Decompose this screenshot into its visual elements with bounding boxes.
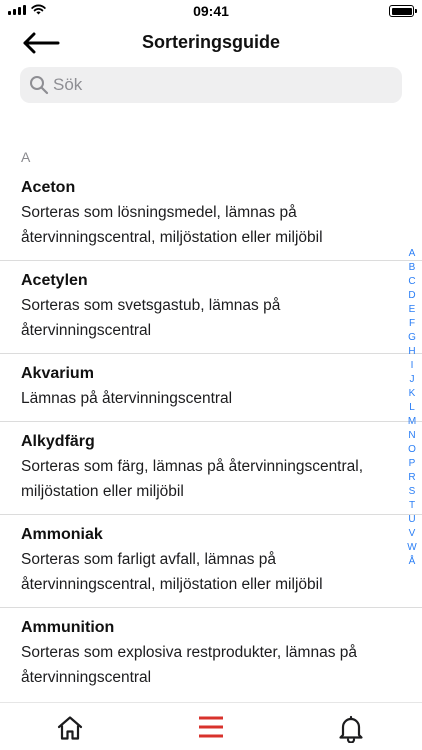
item-title: Acetylen [21, 272, 88, 289]
item-description: Sorteras som farligt avfall, lämnas på återvinningscentral, miljöstation eller miljöbil [21, 551, 323, 593]
menu-icon [197, 715, 225, 739]
item-title: Ammunition [21, 619, 115, 636]
item-title: Akvarium [21, 365, 94, 382]
alphabet-index-letter[interactable]: M [407, 416, 417, 427]
alphabet-index-letter[interactable]: S [408, 486, 416, 497]
list-item[interactable] [0, 608, 422, 700]
alphabet-index-letter[interactable]: I [410, 360, 414, 371]
alphabet-index-letter[interactable]: J [409, 374, 415, 385]
alphabet-index-letter[interactable]: K [408, 388, 416, 399]
search-input[interactable] [53, 75, 383, 95]
alphabet-index-letter[interactable]: G [408, 332, 416, 343]
tab-home[interactable] [50, 715, 90, 745]
list-item[interactable] [0, 168, 422, 261]
alphabet-index-letter[interactable]: D [408, 290, 416, 301]
home-icon [56, 715, 84, 741]
alphabet-index-letter[interactable]: W [407, 542, 417, 553]
alphabet-index-letter[interactable]: Å [408, 556, 416, 567]
alphabet-index-letter[interactable]: O [408, 444, 416, 455]
alphabet-index[interactable] [405, 247, 419, 569]
search-icon [29, 75, 49, 95]
item-description: Sorteras som svetsgastub, lämnas på återvinningscentral [21, 297, 281, 339]
alphabet-index-letter[interactable]: T [408, 500, 416, 511]
item-title: Alkydfärg [21, 433, 95, 450]
list-item[interactable] [0, 515, 422, 608]
battery-icon [389, 5, 414, 17]
sorting-guide-list [0, 140, 422, 700]
alphabet-index-letter[interactable]: U [408, 514, 416, 525]
item-title: Ammoniak [21, 526, 103, 543]
page-title: Sorteringsguide [141, 32, 280, 52]
alphabet-index-letter[interactable]: A [408, 248, 416, 259]
alphabet-index-letter[interactable]: E [408, 304, 416, 315]
tab-bar [0, 702, 422, 750]
bell-icon [338, 715, 364, 743]
alphabet-index-letter[interactable]: C [408, 276, 416, 287]
tab-notifications[interactable] [331, 715, 371, 745]
list-item[interactable] [0, 422, 422, 515]
item-description: Lämnas på återvinningscentral [21, 390, 233, 407]
search-bar[interactable] [20, 67, 402, 103]
tab-menu[interactable] [191, 715, 231, 745]
item-description: Sorteras som lösningsmedel, lämnas på återvinningscentral, miljöstation eller miljöbil [21, 204, 323, 246]
list-item[interactable] [0, 261, 422, 354]
alphabet-index-letter[interactable]: F [408, 318, 416, 329]
status-bar [0, 0, 422, 22]
item-description: Sorteras som färg, lämnas på återvinningscentral, miljöstation eller miljöbil [21, 458, 364, 500]
alphabet-index-letter[interactable]: H [408, 346, 416, 357]
alphabet-index-letter[interactable]: N [408, 430, 416, 441]
section-header-a: A [21, 149, 31, 165]
item-description: Sorteras som explosiva restprodukter, lämnas på återvinningscentral [21, 644, 357, 686]
alphabet-index-letter[interactable]: P [408, 458, 416, 469]
navigation-bar [0, 22, 422, 64]
status-time: 09:41 [193, 3, 229, 19]
alphabet-index-letter[interactable]: B [408, 262, 416, 273]
alphabet-index-letter[interactable]: V [408, 528, 416, 539]
alphabet-index-letter[interactable]: L [409, 402, 415, 413]
item-title: Aceton [21, 179, 76, 196]
list-item[interactable] [0, 354, 422, 422]
alphabet-index-letter[interactable]: R [408, 472, 416, 483]
